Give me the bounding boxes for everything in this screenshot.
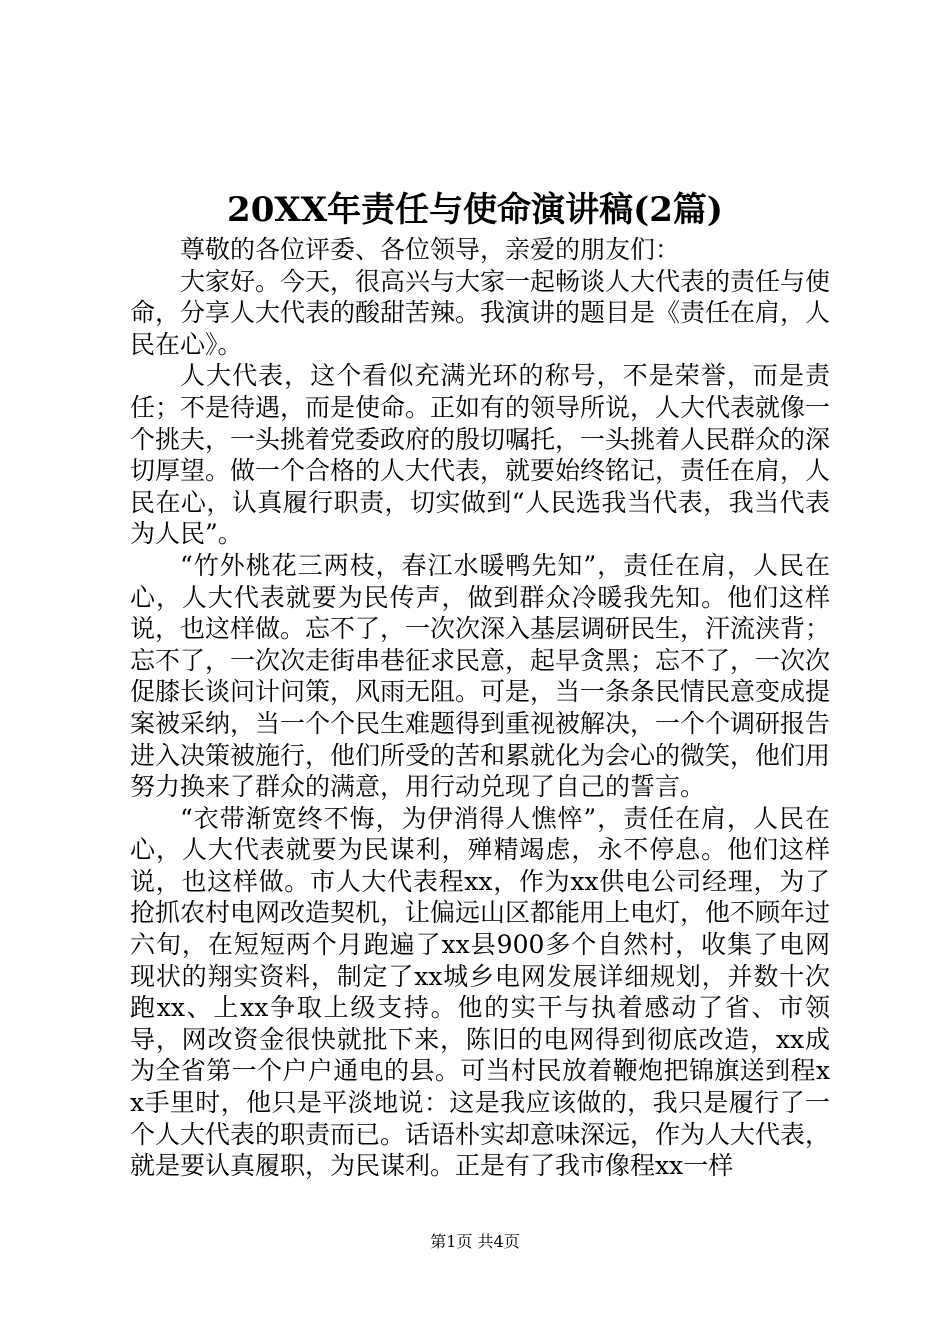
paragraph-opening: 大家好。今天，很高兴与大家一起畅谈人大代表的责任与使命，分享人大代表的酸甜苦辣。我演讲的题目是《责任在肩，人民在心》。 — [130, 266, 831, 359]
paragraph-voice-of-people: “竹外桃花三两枝，春江水暖鸭先知”，责任在肩，人民在心，人大代表就要为民传声，做到群众冷暖我先知。他们这样说，也这样做。忘不了，一次次深入基层调研民生，汗流浃背；忘不了，一次次走街串巷征求民意，起早贪黑；忘不了，一次次促膝长谈问计问策，风雨无阻。可是，当一条条民情民意变成提案被采纳，当一个个民生难题得到重视被解决，一个个调研报告进入决策被施行，他们所受的苦和累就化为会心的微笑，他们用努力换来了群众的满意，用行动兑现了自己的誓言。 — [130, 550, 831, 802]
paragraph-salutation: 尊敬的各位评委、各位领导，亲爱的朋友们： — [180, 235, 681, 264]
paragraph-responsibility: 人大代表，这个看似充满光环的称号，不是荣誉，而是责任；不是待遇，而是使命。正如有的领导所说，人大代表就像一个挑夫，一头挑着党委政府的殷切嘱托，一头挑着人民群众的深切厚望。做一个合格的人大代表，就要始终铭记，责任在肩，人民在心，认真履行职责，切实做到“人民选我当代表，我当代表为人民”。 — [130, 361, 831, 549]
document-body — [130, 234, 830, 1182]
page-footer: 第1页 共4页 — [430, 1232, 520, 1251]
document-title: 20XX年责任与使命演讲稿(2篇) — [227, 190, 723, 230]
paragraph-benefit-people: “衣带渐宽终不悔，为伊消得人憔悴”，责任在肩，人民在心，人大代表就要为民谋利，殚精竭虑，永不停息。他们这样说，也这样做。市人大代表程xx，作为xx供电公司经理，为了抢抓农村电网改造契机，让偏远山区都能用上电灯，他不顾年过六旬，在短短两个月跑遍了xx县900多个自然村，收集了电网现状的翔实资料，制定了xx城乡电网发展详细规划，并数十次跑xx、上xx争取上级支持。他的实干与执着感动了省、市领导，网改资金很快就批下来，陈旧的电网得到彻底改造，xx成为全省第一个户户通电的县。可当村民放着鞭炮把锦旗送到程xx手里时，他只是平淡地说：这是我应该做的，我只是履行了一个人大代表的职责而已。话语朴实却意味深远，作为人大代表，就是要认真履职，为民谋利。正是有了我市像程xx一样 — [130, 803, 831, 1181]
